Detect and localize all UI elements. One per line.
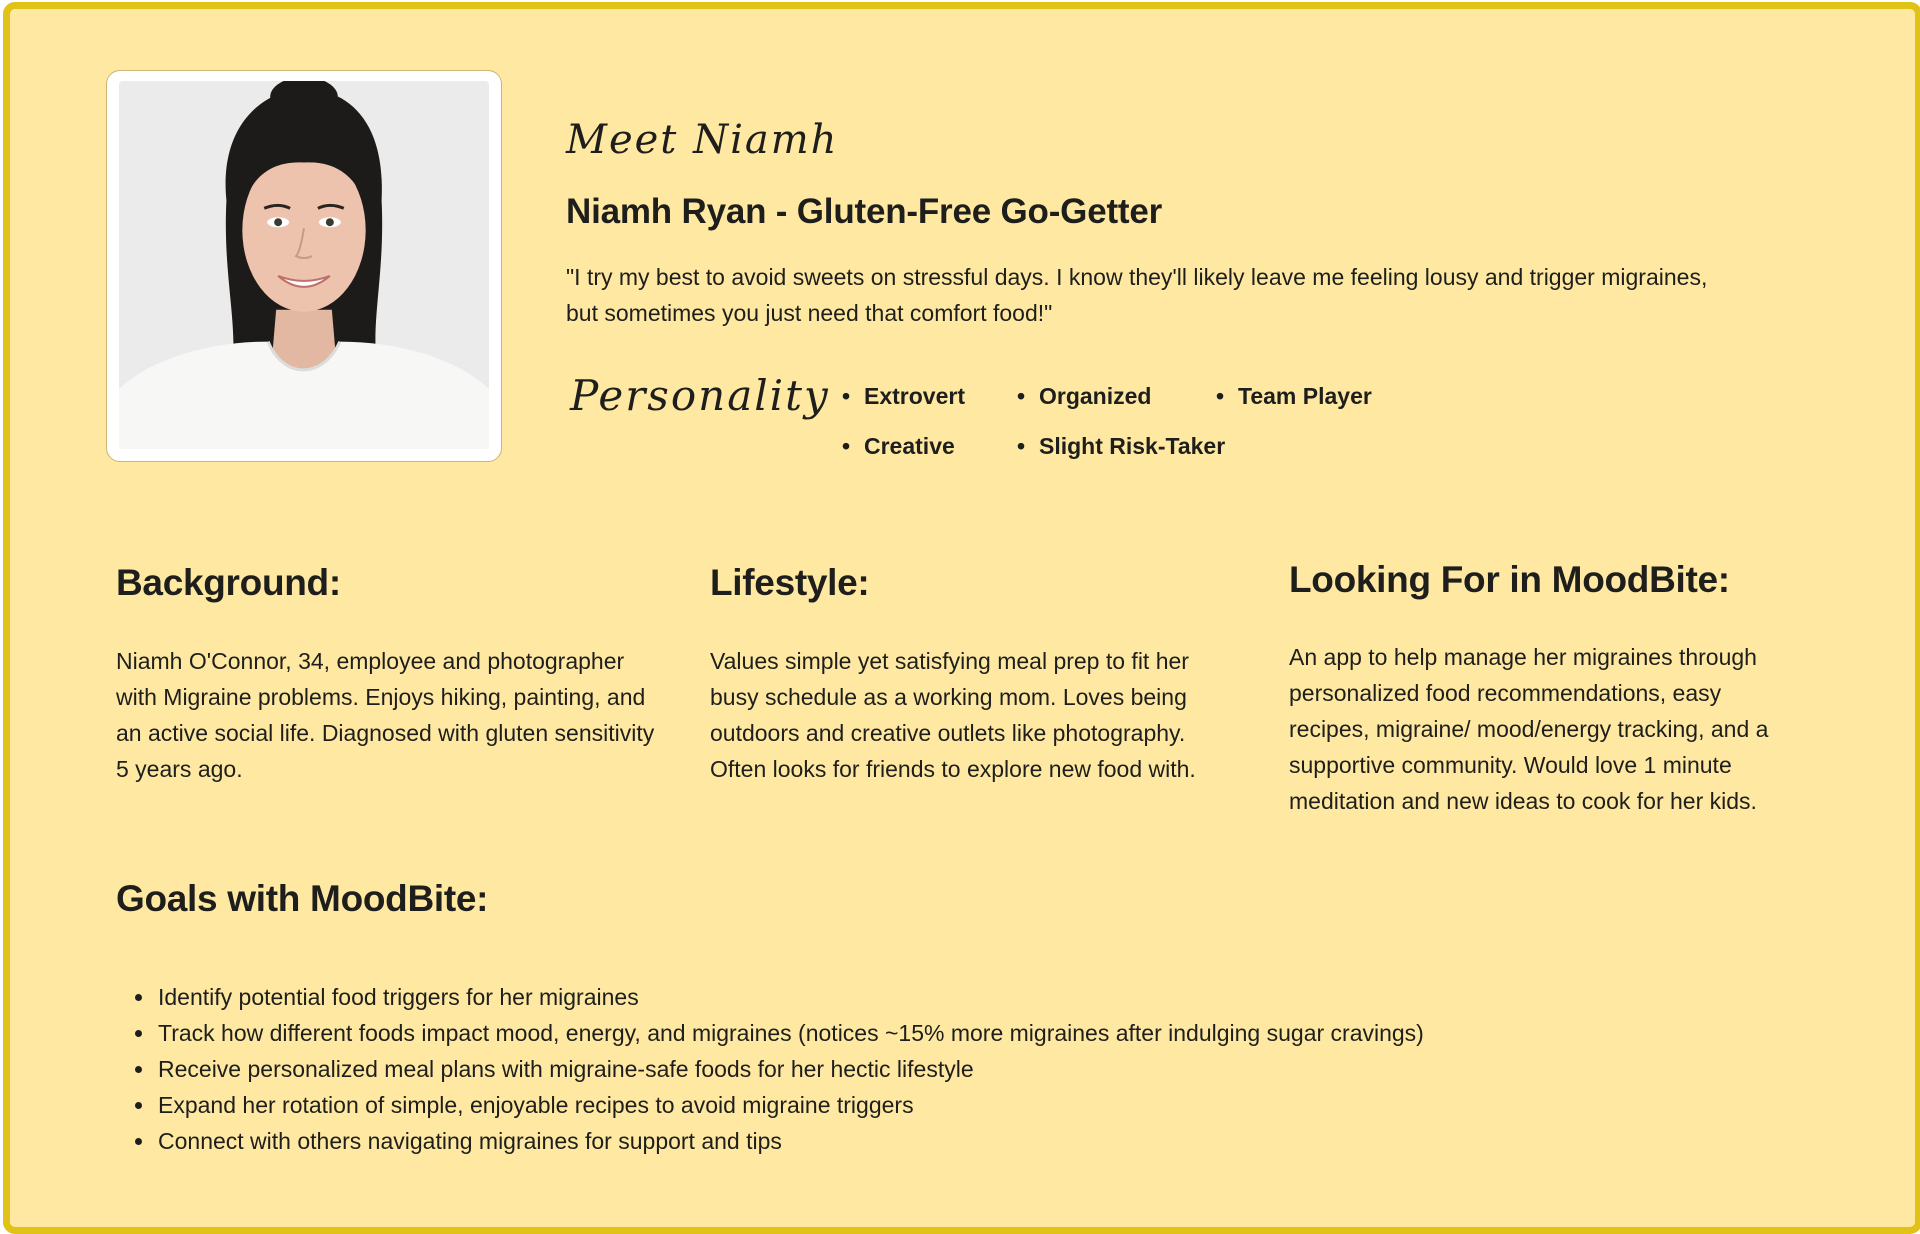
goal-item: • Receive personalized meal plans with migraine-safe foods for her hectic lifestyle: [156, 1051, 1424, 1087]
persona-card: [3, 2, 1920, 1234]
background-heading: Background:: [116, 562, 341, 603]
looking-for-heading: Looking For in MoodBite:: [1289, 559, 1730, 600]
lifestyle-heading: Lifestyle:: [710, 562, 870, 603]
goal-item: • Identify potential food triggers for her migraines: [156, 979, 1424, 1015]
persona-photo: [119, 81, 489, 449]
goal-item: • Expand her rotation of simple, enjoyable recipes to avoid migraine triggers: [156, 1087, 1424, 1123]
goal-item: • Connect with others navigating migraines for support and tips: [156, 1123, 1424, 1159]
trait-item: • Slight Risk-Taker: [1017, 433, 1225, 460]
looking-for-text: An app to help manage her migraines through personalized food recommendations, easy recipes, migraine/ mood/energy tracking, and a supportive community. Would love 1 minute meditation and new ideas to cook for her kids.: [1289, 644, 1769, 814]
trait-item: • Extrovert: [842, 383, 965, 410]
persona-quote: "I try my best to avoid sweets on stressful days. I know they'll likely leave me feeling lousy and trigger migraines, but sometimes you just need that comfort food!": [566, 264, 1708, 326]
portrait-image: [119, 81, 489, 449]
meet-label: Meet Niamh: [566, 117, 839, 163]
trait-item: • Organized: [1017, 383, 1151, 410]
background-text: Niamh O'Connor, 34, employee and photographer with Migraine problems. Enjoys hiking, painting, and an active social life. Diagnosed with gluten sensitivity 5 years ago.: [116, 648, 655, 782]
goals-heading: Goals with MoodBite:: [116, 878, 489, 919]
goals-list: [136, 979, 1424, 1159]
lifestyle-text: Values simple yet satisfying meal prep to fit her busy schedule as a working mom. Loves being outdoors and creative outlets like photography. Often looks for friends to explore new food with.: [710, 648, 1196, 782]
persona-photo-frame: [106, 70, 502, 462]
trait-item: • Creative: [842, 433, 955, 460]
goal-item: • Track how different foods impact mood, energy, and migraines (notices ~15% more migraines after indulging sugar cravings): [156, 1015, 1424, 1051]
personality-label: Personality: [570, 371, 830, 420]
trait-item: • Team Player: [1216, 383, 1372, 410]
persona-title: Niamh Ryan - Gluten-Free Go-Getter: [566, 192, 1163, 231]
